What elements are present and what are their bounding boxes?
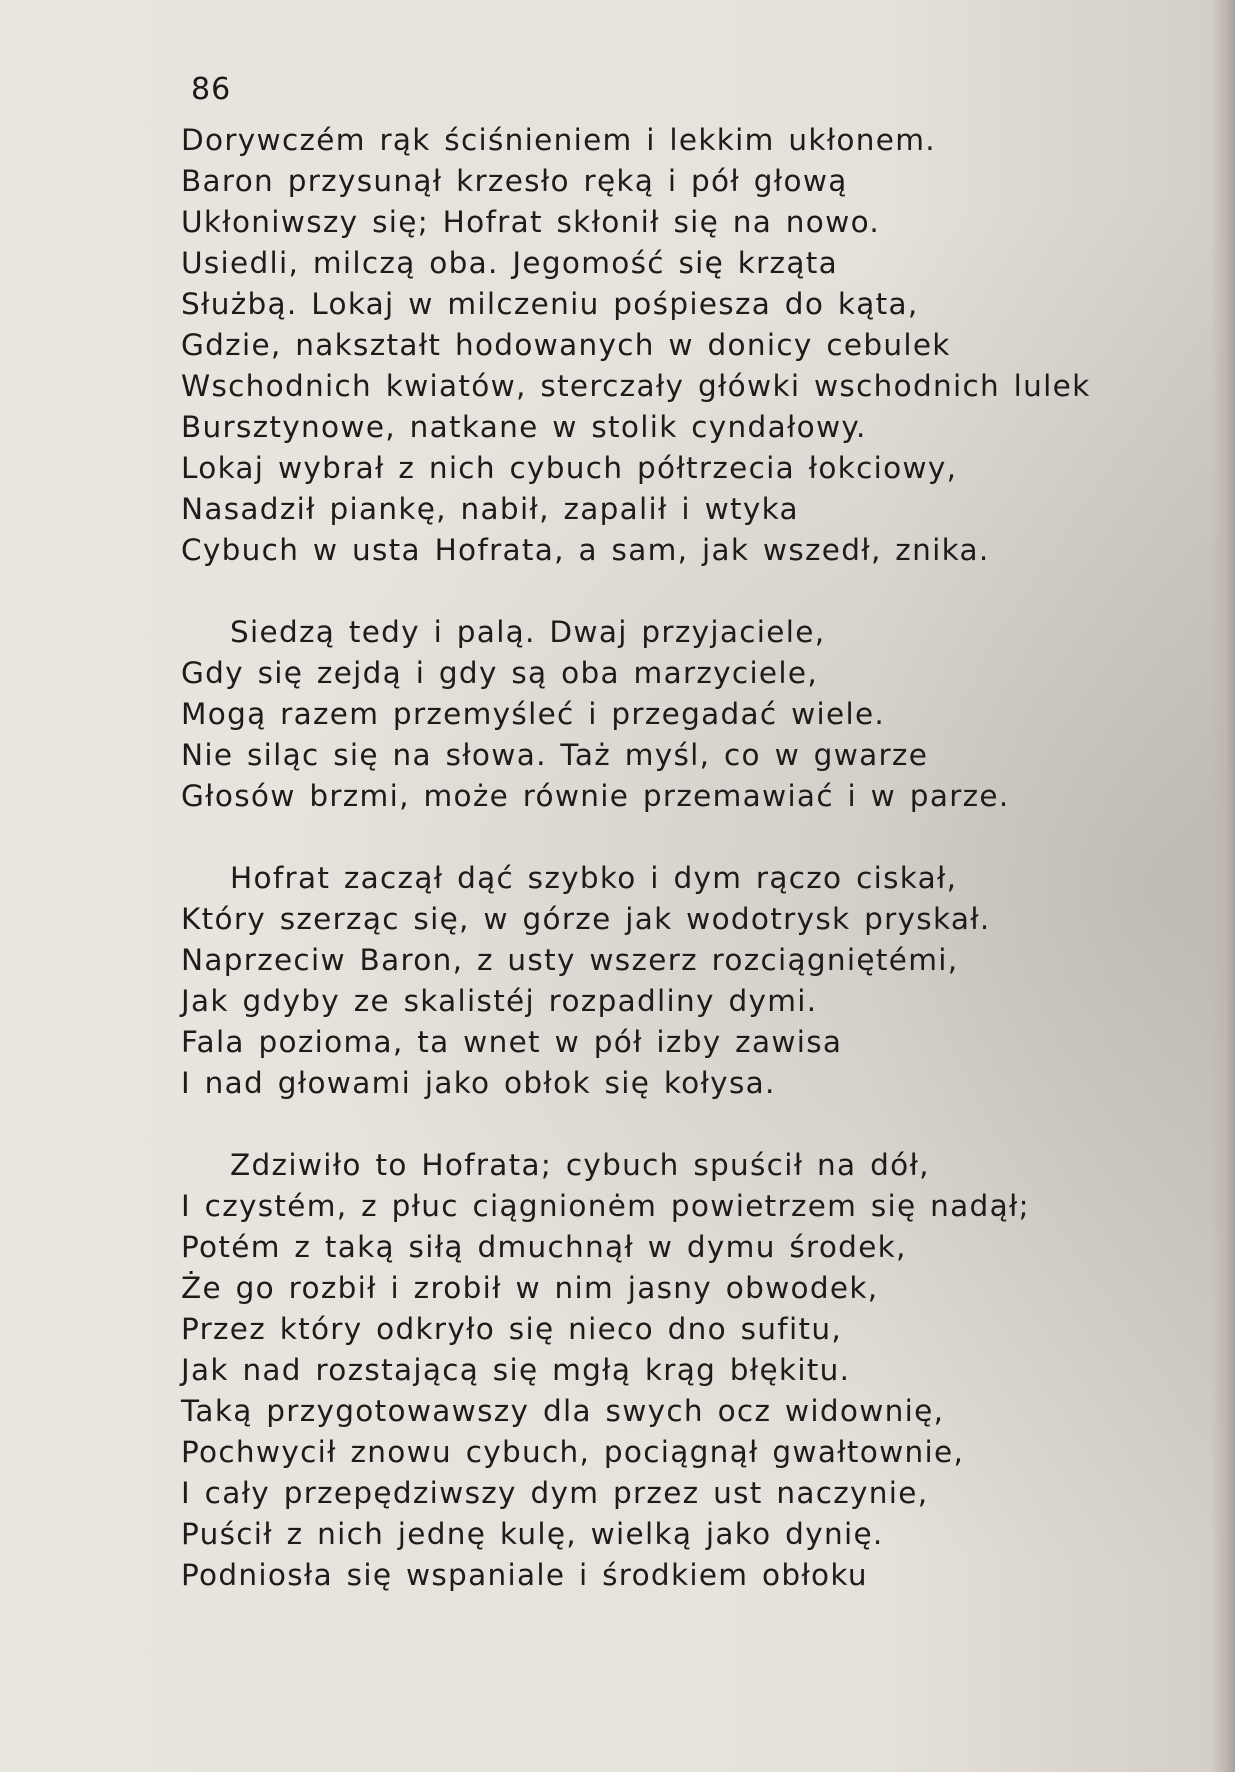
verse-line: Jak gdyby ze skalistéj rozpadliny dymi.: [181, 984, 818, 1018]
verse-line: Naprzeciw Baron, z usty wszerz rozciągniętémi,: [181, 943, 959, 977]
verse-line: Bursztynowe, natkane w stolik cyndałowy.: [181, 410, 867, 444]
verse-line: Nasadził piankę, nabił, zapalił i wtyka: [181, 492, 799, 526]
stanza-2: [181, 612, 1211, 817]
verse-line: Który szerząc się, w górze jak wodotrysk pryskał.: [181, 902, 991, 936]
verse-line: Zdziwiło to Hofrata; cybuch spuścił na dół,: [230, 1148, 930, 1182]
verse-line: Głosów brzmi, może równie przemawiać i w parze.: [181, 779, 1010, 813]
verse-line: Ukłoniwszy się; Hofrat skłonił się na nowo.: [181, 205, 881, 239]
verse-line: Siedzą tedy i palą. Dwaj przyjaciele,: [230, 615, 826, 649]
verse-line: I czystém, z płuc ciągnionėm powietrzem się nadął;: [181, 1189, 1030, 1223]
verse-line: Baron przysunął krzesło ręką i pół głową: [181, 164, 848, 198]
verse-line: Jak nad rozstającą się mgłą krąg błękitu.: [181, 1353, 851, 1387]
verse-line: Wschodnich kwiatów, sterczały główki wschodnich lulek: [181, 369, 1091, 403]
verse-line: Potém z taką siłą dmuchnął w dymu środek,: [181, 1230, 907, 1264]
poem-text: [181, 120, 1211, 1637]
verse-line: Gdy się zejdą i gdy są oba marzyciele,: [181, 656, 819, 690]
verse-line: Gdzie, nakształt hodowanych w donicy cebulek: [181, 328, 951, 362]
verse-line: Taką przygotowawszy dla swych ocz widownię,: [181, 1394, 945, 1428]
stanza-3: [181, 858, 1211, 1104]
verse-line: Pochwycił znowu cybuch, pociągnął gwałtownie,: [181, 1435, 965, 1469]
verse-line: Że go rozbił i zrobił w nim jasny obwodek,: [181, 1271, 879, 1305]
verse-line: Puścił z nich jednę kulę, wielką jako dynię.: [181, 1517, 884, 1551]
page-edge-shadow: [1211, 0, 1235, 1772]
verse-line: I cały przepędziwszy dym przez ust naczynie,: [181, 1476, 929, 1510]
verse-line: Służbą. Lokaj w milczeniu pośpiesza do kąta,: [181, 287, 919, 321]
verse-line: Fala pozioma, ta wnet w pół izby zawisa: [181, 1025, 843, 1059]
verse-line: Cybuch w usta Hofrata, a sam, jak wszedł, znika.: [181, 533, 990, 567]
verse-line: Przez który odkryło się nieco dno sufitu,: [181, 1312, 843, 1346]
verse-line: I nad głowami jako obłok się kołysa.: [181, 1066, 776, 1100]
stanza-1: [181, 120, 1211, 571]
verse-line: Hofrat zaczął dąć szybko i dym rączo ciskał,: [230, 861, 958, 895]
verse-line: Lokaj wybrał z nich cybuch półtrzecia łokciowy,: [181, 451, 958, 485]
verse-line: Dorywczém rąk ściśnieniem i lekkim ukłonem.: [181, 123, 936, 157]
verse-line: Podniosła się wspaniale i środkiem obłoku: [181, 1558, 868, 1592]
stanza-4: [181, 1145, 1211, 1596]
verse-line: Mogą razem przemyśleć i przegadać wiele.: [181, 697, 886, 731]
verse-line: Nie siląc się na słowa. Taż myśl, co w gwarze: [181, 738, 929, 772]
verse-line: Usiedli, milczą oba. Jegomość się krząta: [181, 246, 838, 280]
page-number: 86: [191, 72, 232, 107]
